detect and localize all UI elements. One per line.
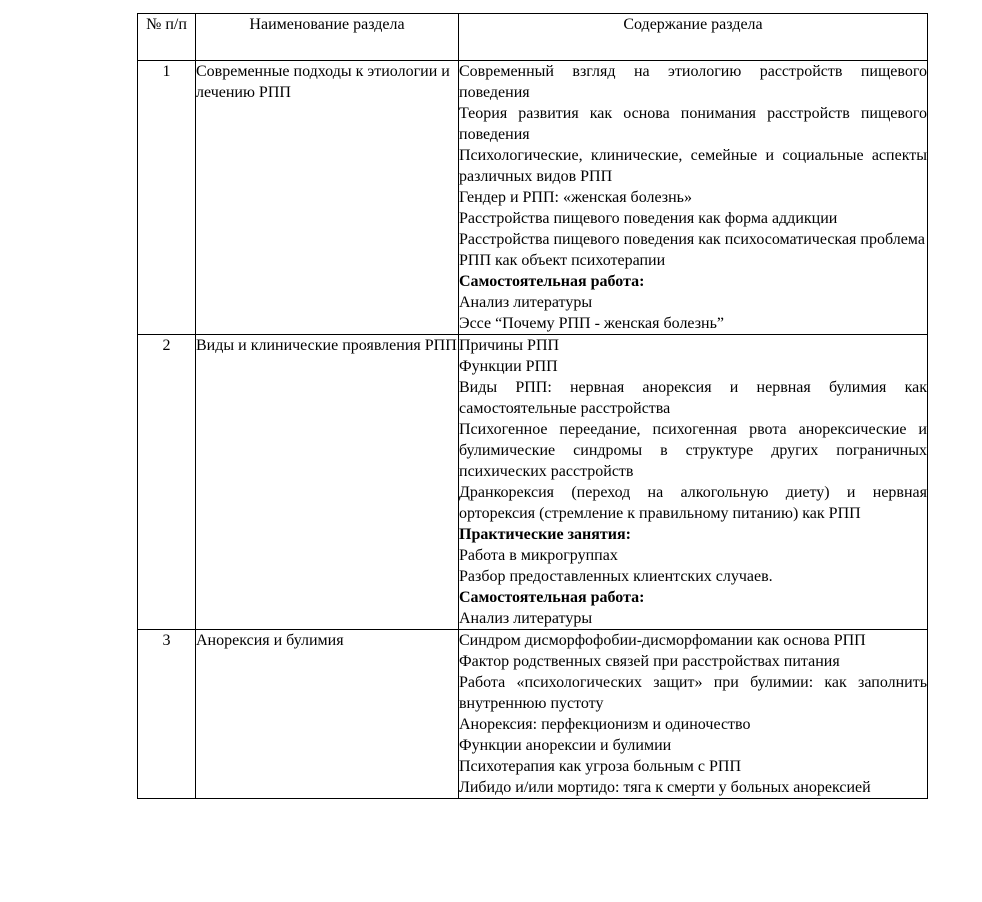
content-item: Психотерапия как угроза больным с РПП [459, 758, 742, 775]
content-item: Фактор родственных связей при расстройствах питания [459, 653, 840, 670]
content-subheading: Практические занятия: [459, 526, 631, 543]
content-item: РПП как объект психотерапии [459, 252, 666, 269]
table-row [138, 630, 928, 799]
row-number: 1 [138, 61, 196, 335]
content-item: Анорексия: перфекционизм и одиночество [459, 716, 751, 733]
content-item: Психологические, клинические, семейные и социальные аспекты различных видов РПП [459, 147, 927, 185]
table-header-row [138, 14, 928, 61]
content-item: Современный взгляд на этиологию расстройств пищевого поведения [459, 63, 927, 101]
header-section-name: Наименование раздела [196, 14, 459, 61]
row-number: 3 [138, 630, 196, 799]
content-item: Причины РПП [459, 337, 560, 354]
content-item: Расстройства пищевого поведения как психосоматическая проблема [459, 231, 925, 248]
content-item: Либидо и/или мортидо: тяга к смерти у больных анорексией [459, 779, 871, 796]
content-item: Функции анорексии и булимии [459, 737, 672, 754]
content-item: Работа в микрогруппах [459, 547, 618, 564]
section-content [459, 61, 928, 335]
content-subheading: Самостоятельная работа: [459, 273, 645, 290]
content-item: Теория развития как основа понимания расстройств пищевого поведения [459, 105, 927, 143]
content-item: Гендер и РПП: «женская болезнь» [459, 189, 692, 206]
content-item: Эссе “Почему РПП - женская болезнь” [459, 315, 725, 332]
section-content [459, 335, 928, 630]
section-content [459, 630, 928, 799]
row-number: 2 [138, 335, 196, 630]
table-row [138, 335, 928, 630]
content-subheading: Самостоятельная работа: [459, 589, 645, 606]
section-name: Анорексия и булимия [196, 630, 459, 799]
content-item: Психогенное переедание, психогенная рвота анорексические и булимические синдромы в структуре других пограничных психических расстройств [459, 421, 927, 480]
section-name: Современные подходы к этиологии и лечению РПП [196, 61, 459, 335]
table-row [138, 61, 928, 335]
content-item: Виды РПП: нервная анорексия и нервная булимия как самостоятельные расстройства [459, 379, 927, 417]
content-item: Анализ литературы [459, 610, 593, 627]
content-item: Дранкорексия (переход на алкогольную диету) и нервная орторексия (стремление к правильному питанию) как РПП [459, 484, 927, 522]
content-item: Анализ литературы [459, 294, 593, 311]
content-item: Разбор предоставленных клиентских случаев. [459, 568, 773, 585]
header-section-content: Содержание раздела [459, 14, 928, 61]
content-item: Расстройства пищевого поведения как форма аддикции [459, 210, 838, 227]
section-name: Виды и клинические проявления РПП [196, 335, 459, 630]
header-number: № п/п [138, 14, 196, 61]
content-item: Функции РПП [459, 358, 558, 375]
content-item: Работа «психологических защит» при булимии: как заполнить внутреннюю пустоту [459, 674, 927, 712]
course-sections-table [137, 13, 928, 799]
content-item: Синдром дисморфофобии-дисморфомании как основа РПП [459, 632, 866, 649]
